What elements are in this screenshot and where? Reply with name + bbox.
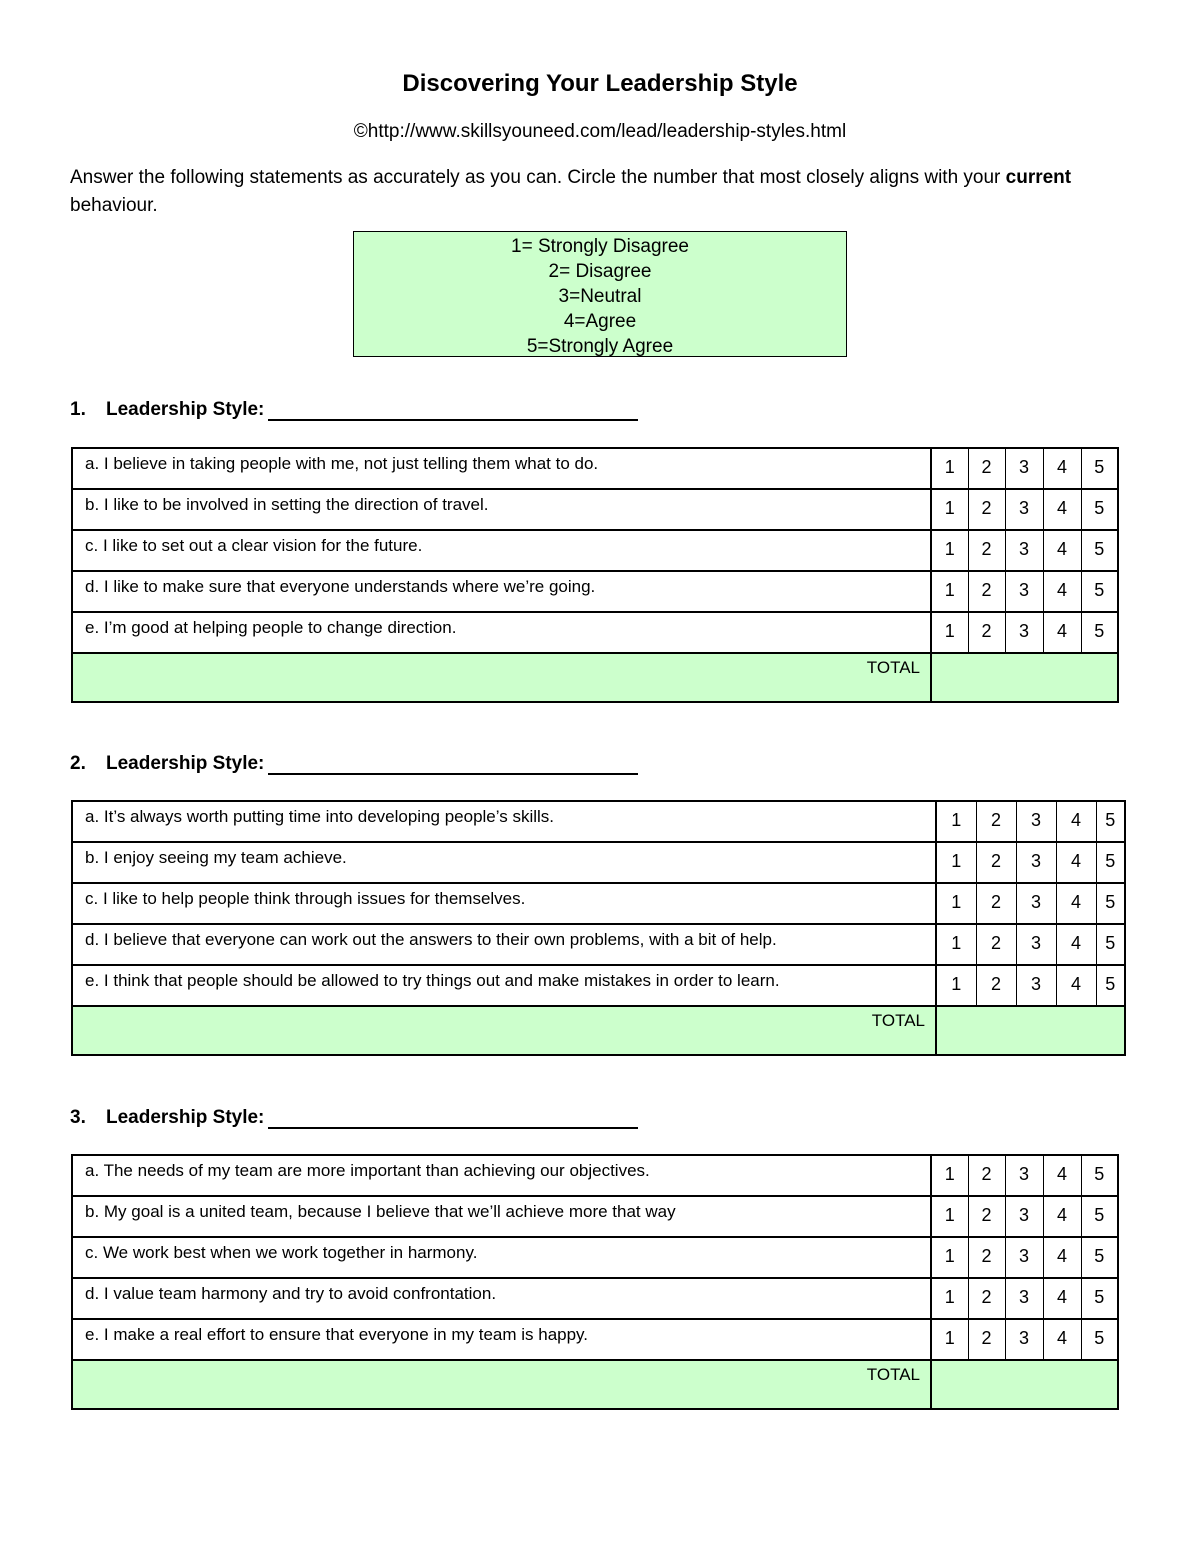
rating-option-3[interactable]: 3	[1016, 842, 1056, 883]
question-row	[72, 1196, 1118, 1237]
rating-option-5[interactable]: 5	[1096, 801, 1125, 842]
question-row	[72, 489, 1118, 530]
rating-legend	[353, 231, 847, 357]
rating-option-5[interactable]: 5	[1081, 448, 1118, 489]
question-row	[72, 1319, 1118, 1360]
question-row	[72, 801, 1125, 842]
legend-item: 1= Strongly Disagree	[511, 236, 689, 257]
rating-option-2[interactable]: 2	[968, 571, 1005, 612]
rating-option-4[interactable]: 4	[1043, 1319, 1081, 1360]
statement-text: c. I like to help people think through issues for themselves.	[72, 883, 936, 924]
rating-option-2[interactable]: 2	[968, 612, 1005, 653]
question-row	[72, 571, 1118, 612]
instructions-tail: behaviour.	[70, 195, 158, 216]
statement-text: c. I like to set out a clear vision for the future.	[72, 530, 931, 571]
section-2-table	[71, 800, 1126, 1056]
statement-text: e. I’m good at helping people to change direction.	[72, 612, 931, 653]
table-body	[72, 448, 1118, 702]
total-row	[72, 1006, 1125, 1055]
rating-option-5[interactable]: 5	[1096, 924, 1125, 965]
rating-option-3[interactable]: 3	[1005, 1278, 1043, 1319]
rating-option-3[interactable]: 3	[1016, 801, 1056, 842]
rating-option-4[interactable]: 4	[1043, 530, 1081, 571]
rating-option-5[interactable]: 5	[1096, 883, 1125, 924]
question-row	[72, 965, 1125, 1006]
question-row	[72, 1278, 1118, 1319]
style-answer-blank[interactable]	[268, 752, 638, 775]
total-label: TOTAL	[72, 1360, 931, 1409]
question-row	[72, 883, 1125, 924]
rating-option-1[interactable]: 1	[931, 1196, 968, 1237]
total-label: TOTAL	[72, 1006, 936, 1055]
instructions-emphasis: current	[1005, 167, 1072, 188]
rating-option-5[interactable]: 5	[1081, 1196, 1118, 1237]
statement-text: a. I believe in taking people with me, not just telling them what to do.	[72, 448, 931, 489]
rating-option-1[interactable]: 1	[931, 571, 968, 612]
total-row	[72, 653, 1118, 702]
rating-option-1[interactable]: 1	[931, 448, 968, 489]
rating-option-2[interactable]: 2	[968, 1237, 1005, 1278]
section-1-heading	[70, 398, 638, 422]
rating-option-4[interactable]: 4	[1043, 1278, 1081, 1319]
question-row	[72, 530, 1118, 571]
rating-option-2[interactable]: 2	[976, 965, 1016, 1006]
rating-option-3[interactable]: 3	[1005, 612, 1043, 653]
question-row	[72, 612, 1118, 653]
page-title: Discovering Your Leadership Style	[402, 70, 798, 97]
legend-item: 3=Neutral	[558, 286, 642, 307]
question-row	[72, 924, 1125, 965]
rating-option-2[interactable]: 2	[968, 1319, 1005, 1360]
statement-text: b. I like to be involved in setting the direction of travel.	[72, 489, 931, 530]
rating-option-3[interactable]: 3	[1005, 489, 1043, 530]
rating-option-5[interactable]: 5	[1081, 530, 1118, 571]
rating-option-2[interactable]: 2	[968, 530, 1005, 571]
rating-option-1[interactable]: 1	[931, 1237, 968, 1278]
section-label: Leadership Style:	[106, 753, 265, 774]
section-label: Leadership Style:	[106, 1107, 265, 1128]
rating-option-4[interactable]: 4	[1043, 571, 1081, 612]
statement-text: d. I believe that everyone can work out the answers to their own problems, with a bit of help.	[72, 924, 936, 965]
rating-option-2[interactable]: 2	[968, 448, 1005, 489]
question-row	[72, 1237, 1118, 1278]
rating-option-4[interactable]: 4	[1043, 489, 1081, 530]
rating-option-3[interactable]: 3	[1016, 924, 1056, 965]
rating-option-3[interactable]: 3	[1005, 530, 1043, 571]
rating-option-5[interactable]: 5	[1081, 571, 1118, 612]
statement-text: b. I enjoy seeing my team achieve.	[72, 842, 936, 883]
section-3-table	[71, 1154, 1119, 1410]
rating-option-2[interactable]: 2	[976, 924, 1016, 965]
section-number: 3.	[70, 1107, 86, 1128]
rating-option-1[interactable]: 1	[936, 801, 976, 842]
rating-option-2[interactable]: 2	[976, 801, 1016, 842]
section-number: 1.	[70, 399, 86, 420]
statement-text: d. I value team harmony and try to avoid confrontation.	[72, 1278, 931, 1319]
rating-option-2[interactable]: 2	[968, 489, 1005, 530]
section-2-heading	[70, 752, 638, 776]
rating-option-5[interactable]: 5	[1096, 842, 1125, 883]
source-url: ©http://www.skillsyouneed.com/lead/leadership-styles.html	[353, 121, 847, 142]
rating-option-3[interactable]: 3	[1005, 448, 1043, 489]
rating-option-3[interactable]: 3	[1005, 571, 1043, 612]
rating-option-2[interactable]: 2	[968, 1155, 1005, 1196]
rating-option-3[interactable]: 3	[1005, 1155, 1043, 1196]
rating-option-1[interactable]: 1	[931, 612, 968, 653]
rating-option-1[interactable]: 1	[936, 965, 976, 1006]
legend-item: 5=Strongly Agree	[526, 336, 674, 357]
rating-option-4[interactable]: 4	[1043, 1196, 1081, 1237]
rating-option-3[interactable]: 3	[1005, 1237, 1043, 1278]
total-value-field[interactable]	[931, 1360, 1118, 1409]
rating-option-4[interactable]: 4	[1056, 924, 1096, 965]
statement-text: e. I make a real effort to ensure that everyone in my team is happy.	[72, 1319, 931, 1360]
rating-option-2[interactable]: 2	[968, 1278, 1005, 1319]
question-row	[72, 448, 1118, 489]
statement-text: c. We work best when we work together in harmony.	[72, 1237, 931, 1278]
legend-item: 2= Disagree	[548, 261, 652, 282]
section-3-heading	[70, 1106, 638, 1130]
rating-option-1[interactable]: 1	[936, 924, 976, 965]
statement-text: a. The needs of my team are more important than achieving our objectives.	[72, 1155, 931, 1196]
rating-option-4[interactable]: 4	[1056, 801, 1096, 842]
total-label: TOTAL	[72, 653, 931, 702]
rating-option-5[interactable]: 5	[1081, 1278, 1118, 1319]
table-body	[72, 1155, 1118, 1409]
statement-text: d. I like to make sure that everyone understands where we’re going.	[72, 571, 931, 612]
rating-option-2[interactable]: 2	[976, 883, 1016, 924]
legend-item: 4=Agree	[563, 311, 637, 332]
rating-option-1[interactable]: 1	[936, 883, 976, 924]
rating-option-1[interactable]: 1	[931, 530, 968, 571]
instructions	[70, 164, 1140, 220]
rating-option-1[interactable]: 1	[931, 1319, 968, 1360]
statement-text: b. My goal is a united team, because I believe that we’ll achieve more that way	[72, 1196, 931, 1237]
rating-option-4[interactable]: 4	[1056, 842, 1096, 883]
rating-option-5[interactable]: 5	[1081, 1237, 1118, 1278]
total-row	[72, 1360, 1118, 1409]
table-body	[72, 801, 1125, 1055]
rating-option-1[interactable]: 1	[936, 842, 976, 883]
rating-option-1[interactable]: 1	[931, 1155, 968, 1196]
question-row	[72, 1155, 1118, 1196]
rating-option-4[interactable]: 4	[1043, 448, 1081, 489]
rating-option-2[interactable]: 2	[976, 842, 1016, 883]
statement-text: e. I think that people should be allowed to try things out and make mistakes in order to learn.	[72, 965, 936, 1006]
rating-option-4[interactable]: 4	[1043, 612, 1081, 653]
rating-option-3[interactable]: 3	[1005, 1319, 1043, 1360]
rating-option-1[interactable]: 1	[931, 489, 968, 530]
section-label: Leadership Style:	[106, 399, 265, 420]
rating-option-3[interactable]: 3	[1016, 965, 1056, 1006]
rating-option-1[interactable]: 1	[931, 1278, 968, 1319]
total-value-field[interactable]	[936, 1006, 1125, 1055]
rating-option-3[interactable]: 3	[1016, 883, 1056, 924]
statement-text: a. It’s always worth putting time into developing people’s skills.	[72, 801, 936, 842]
question-row	[72, 842, 1125, 883]
rating-option-4[interactable]: 4	[1056, 883, 1096, 924]
section-number: 2.	[70, 753, 86, 774]
rating-option-4[interactable]: 4	[1043, 1237, 1081, 1278]
rating-option-4[interactable]: 4	[1043, 1155, 1081, 1196]
rating-option-2[interactable]: 2	[968, 1196, 1005, 1237]
style-answer-blank[interactable]	[268, 1106, 638, 1129]
rating-option-5[interactable]: 5	[1081, 489, 1118, 530]
rating-option-5[interactable]: 5	[1081, 1155, 1118, 1196]
rating-option-5[interactable]: 5	[1096, 965, 1125, 1006]
total-value-field[interactable]	[931, 653, 1118, 702]
rating-option-5[interactable]: 5	[1081, 1319, 1118, 1360]
instructions-text: Answer the following statements as accurately as you can. Circle the number that most closely aligns with your	[70, 167, 1001, 188]
style-answer-blank[interactable]	[268, 398, 638, 421]
rating-option-3[interactable]: 3	[1005, 1196, 1043, 1237]
rating-option-4[interactable]: 4	[1056, 965, 1096, 1006]
section-1-table	[71, 447, 1119, 703]
rating-option-5[interactable]: 5	[1081, 612, 1118, 653]
